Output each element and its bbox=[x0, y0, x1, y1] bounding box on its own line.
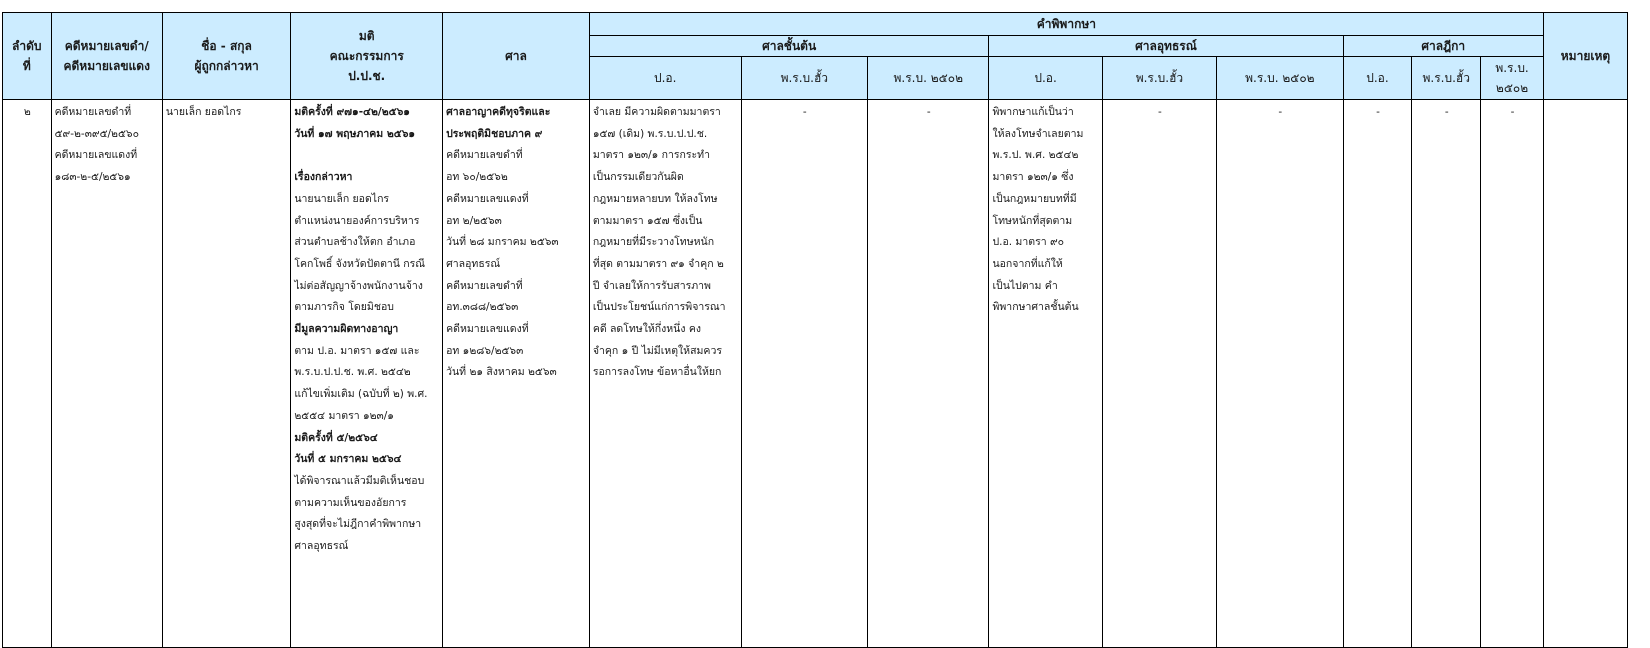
header-name: ชื่อ - สกุล ผู้ถูกกล่าวหา bbox=[162, 13, 290, 100]
header-appeal-prb-old: พ.ร.บ.ฮั้ว bbox=[1102, 57, 1216, 100]
header-first-pa: ป.อ. bbox=[589, 57, 741, 100]
cell-court: ศาลอาญาคดีทุจริตและ ประพฤติมิชอบภาค ๙ คดีหมายเลขดำที่ อท ๖๐/๒๕๖๒ คดีหมายเลขแดงที่ อท ๒/๒๕๖๓ วันที่ ๒๘ มกราคม ๒๕๖๓ ศาลอุทธรณ์ คดีหมายเลขดำที่ อท.๓๘๘/๒๕๖๓ คดีหมายเลขแดงที่ อท ๑๒๘๖/๒๕๖๓ วันที่ ๒๑ สิงหาคม ๒๕๖๓ bbox=[443, 100, 590, 648]
table-row bbox=[3, 100, 1628, 648]
header-supreme-pa: ป.อ. bbox=[1343, 57, 1412, 100]
header-first-prb-old: พ.ร.บ.ฮั้ว bbox=[741, 57, 867, 100]
cell-appeal-prb-old: - bbox=[1102, 100, 1216, 648]
header-supreme-prb-2502: พ.ร.บ. ๒๕๐๒ bbox=[1481, 57, 1544, 100]
cell-appeal-pa: พิพากษาแก้เป็นว่า ให้ลงโทษจำเลยตาม พ.ร.ป. พ.ศ. ๒๕๔๒ มาตรา ๑๒๓/๑ ซึ่ง เป็นกฎหมายบทที่มี โทษหนักที่สุดตาม ป.อ. มาตรา ๙๐ นอกจากที่แก้ให้ เป็นไปตาม คำ พิพากษาศาลชั้นต้น bbox=[989, 100, 1102, 648]
judgment-table bbox=[2, 12, 1628, 648]
header-appeal-prb-2502: พ.ร.บ. ๒๕๐๒ bbox=[1217, 57, 1343, 100]
cell-remark bbox=[1543, 100, 1627, 648]
cell-first-pa: จำเลย มีความผิดตามมาตรา ๑๕๗ (เดิม) พ.ร.บ.ป.ป.ช. มาตรา ๑๒๓/๑ การกระทำ เป็นกรรมเดียวกันผิด กฎหมายหลายบท ให้ลงโทษ ตามมาตรา ๑๕๗ ซึ่งเป็น กฎหมายที่มีระวางโทษหนัก ที่สุด ตามมาตรา ๙๑ จำคุก ๒ ปี จำเลยให้การรับสารภาพ เป็นประโยชน์แก่การพิจารณา คดี ลดโทษให้กึ่งหนึ่ง คง จำคุก ๑ ปี ไม่มีเหตุให้สมควร รอการลงโทษ ข้อหาอื่นให้ยก bbox=[589, 100, 741, 648]
header-court-appeal: ศาลอุทธรณ์ bbox=[989, 36, 1343, 57]
cell-supreme-prb-old: - bbox=[1412, 100, 1481, 648]
table-body bbox=[3, 100, 1628, 648]
header-appeal-pa: ป.อ. bbox=[989, 57, 1102, 100]
cell-first-prb-old: - bbox=[741, 100, 867, 648]
judgment-table-container bbox=[2, 12, 1628, 648]
cell-order: ๒ bbox=[3, 100, 52, 648]
cell-first-prb-2502: - bbox=[868, 100, 989, 648]
cell-supreme-prb-2502: - bbox=[1481, 100, 1544, 648]
header-court: ศาล bbox=[443, 13, 590, 100]
cell-name: นายเล็ก ยอดไกร bbox=[162, 100, 290, 648]
header-remark: หมายเหตุ bbox=[1543, 13, 1627, 100]
header-resolution: มติ คณะกรรมการ ป.ป.ช. bbox=[291, 13, 443, 100]
header-court-supreme: ศาลฎีกา bbox=[1343, 36, 1543, 57]
header-case-no: คดีหมายเลขดำ/ คดีหมายเลขแดง bbox=[51, 13, 162, 100]
cell-resolution: มติครั้งที่ ๙๗๑-๔๒/๒๕๖๑ วันที่ ๑๗ พฤษภาคม ๒๕๖๑ เรื่องกล่าวหา นายนายเล็ก ยอดไกร ตำแหน่งนายองค์การบริหาร ส่วนตำบลช้างให้ตก อำเภอ โคกโพธิ์ จังหวัดปัตตานี กรณี ไม่ต่อสัญญาจ้างพนักงานจ้าง ตามภารกิจ โดยมิชอบ มีมูลความผิดทางอาญา ตาม ป.อ. มาตรา ๑๕๗ และ พ.ร.บ.ป.ป.ช. พ.ศ. ๒๕๔๒ แก้ไขเพิ่มเติม (ฉบับที่ ๒) พ.ศ. ๒๕๕๔ มาตรา ๑๒๓/๑ มติครั้งที่ ๕/๒๕๖๔ วันที่ ๕ มกราคม ๒๕๖๔ ได้พิจารณาแล้วมีมติเห็นชอบ ตามความเห็นของอัยการ สูงสุดที่จะไม่ฎีกาคำพิพากษา ศาลอุทธรณ์ bbox=[291, 100, 443, 648]
header-judgment: คำพิพากษา bbox=[589, 13, 1543, 36]
header-first-prb-2502: พ.ร.บ. ๒๕๐๒ bbox=[868, 57, 989, 100]
header-order: ลำดับ ที่ bbox=[3, 13, 52, 100]
header-court-first: ศาลชั้นต้น bbox=[589, 36, 989, 57]
cell-supreme-pa: - bbox=[1343, 100, 1412, 648]
cell-appeal-prb-2502: - bbox=[1217, 100, 1343, 648]
table-header bbox=[3, 13, 1628, 100]
header-supreme-prb-old: พ.ร.บ.ฮั้ว bbox=[1412, 57, 1481, 100]
cell-case-no: คดีหมายเลขดำที่ ๕๙-๒-๓๙๕/๒๕๖๐ คดีหมายเลขแดงที่ ๑๘๓-๒-๕/๒๕๖๑ bbox=[51, 100, 162, 648]
